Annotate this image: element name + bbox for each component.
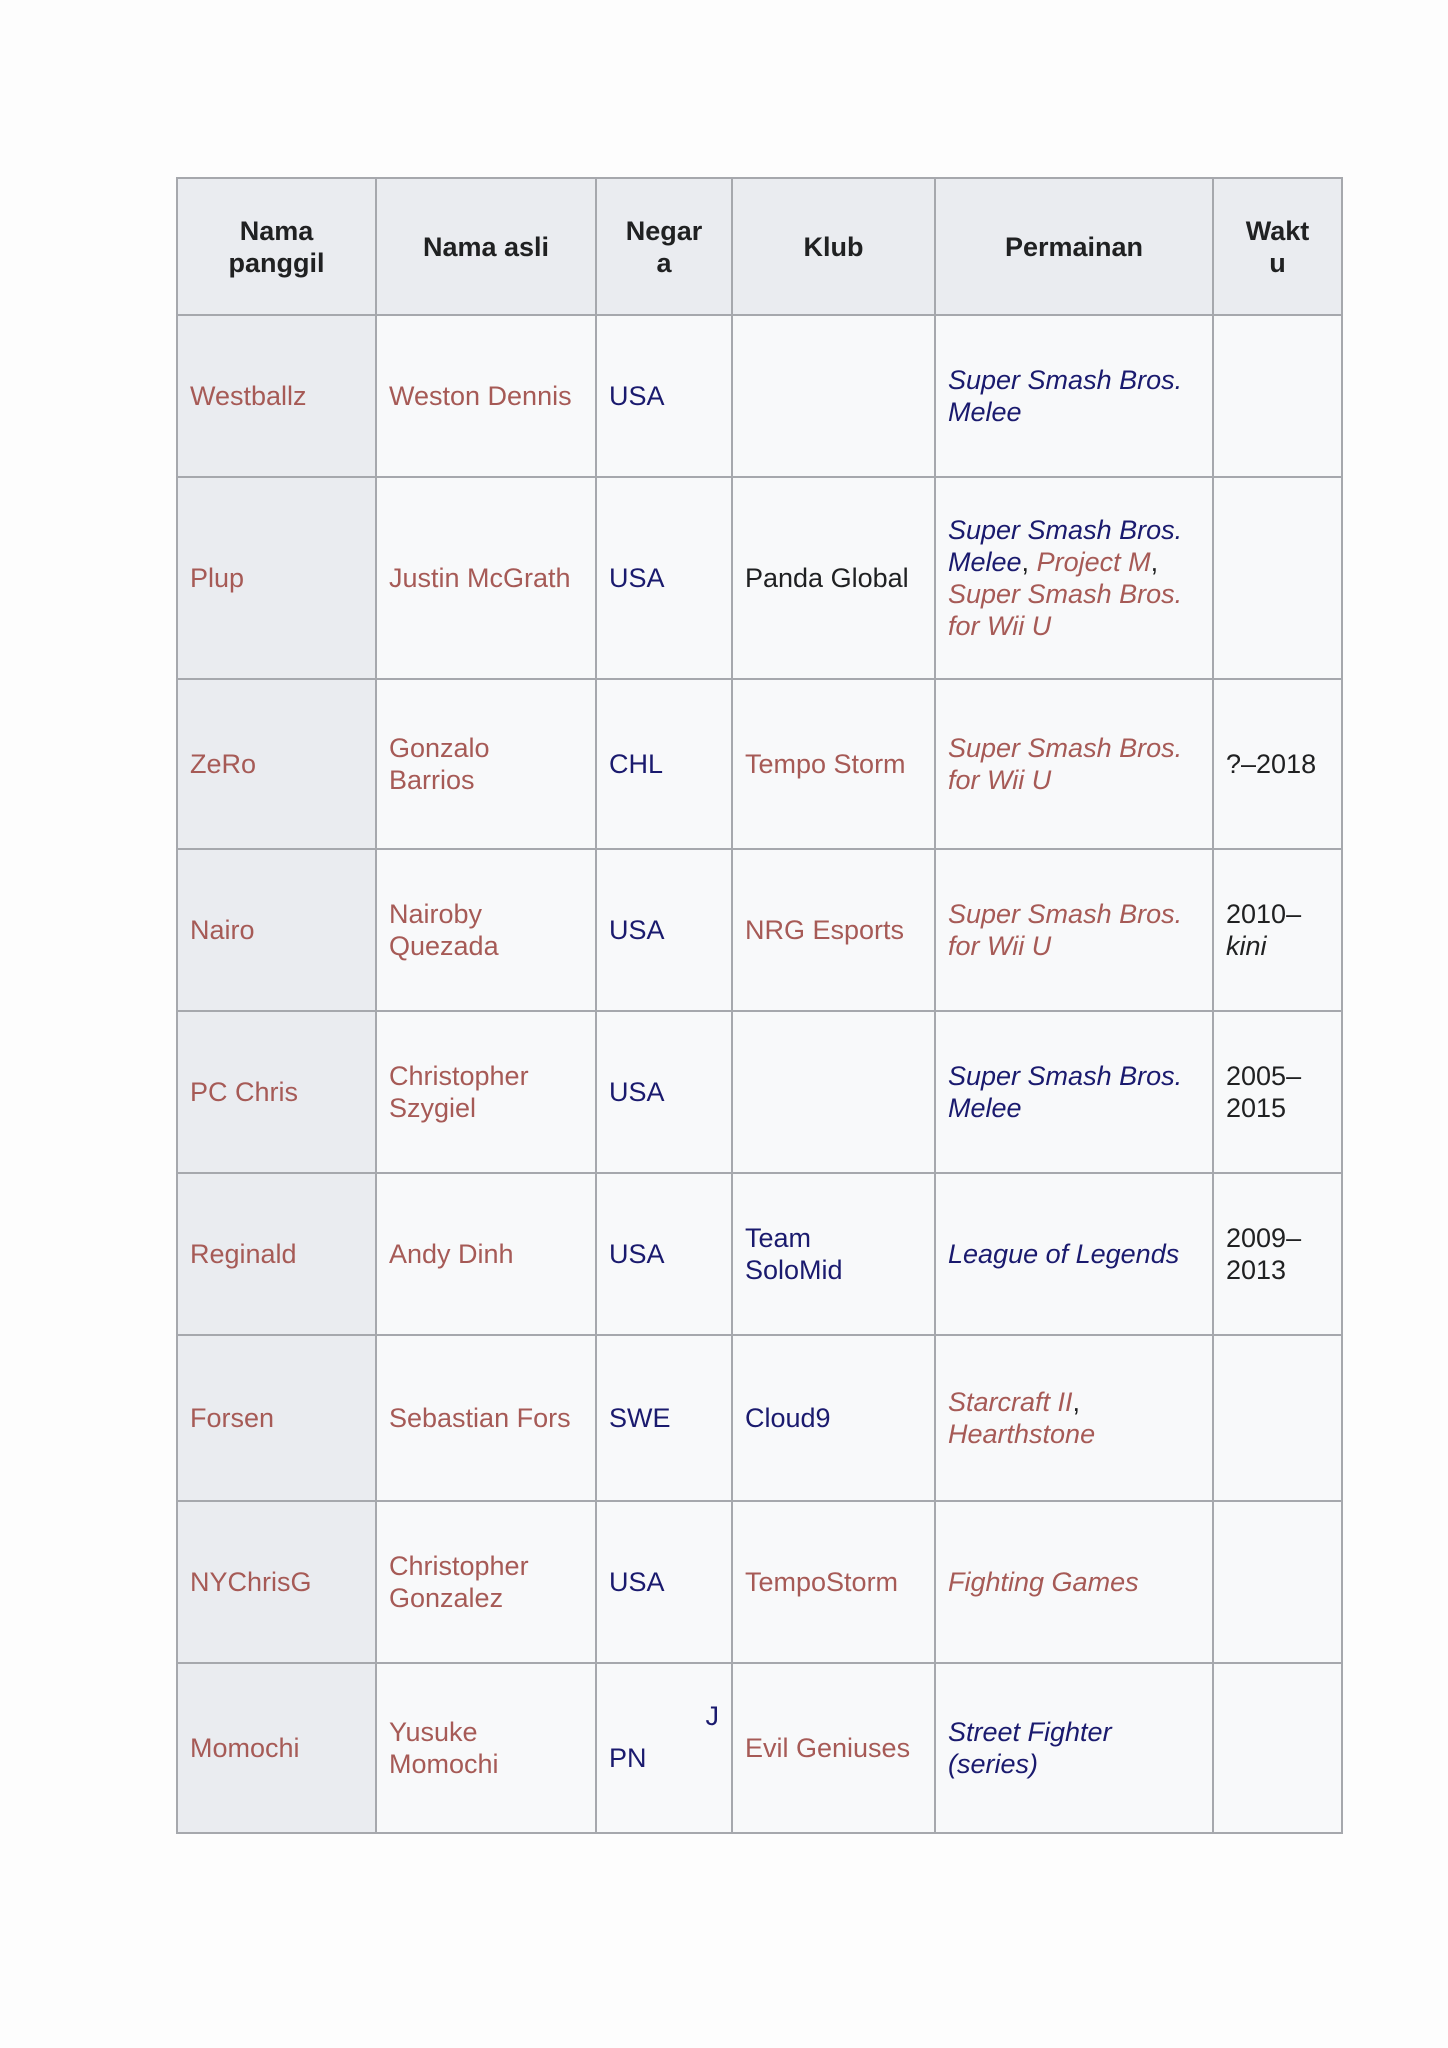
country-link[interactable]: CHL [609,749,664,779]
country-link[interactable]: USA [609,1567,665,1597]
table-row [177,679,1342,849]
real-name-link[interactable]: Justin McGrath [389,563,571,593]
table-row [177,849,1342,1011]
game-link[interactable]: Street Fighter (series) [948,1717,1112,1779]
game-link[interactable]: Project M [1036,547,1151,577]
cell-club [732,1173,935,1335]
game-link[interactable]: Super Smash Bros. for Wii U [948,579,1183,641]
club-link[interactable]: TempoStorm [745,1567,899,1597]
real-name-link[interactable]: Christopher [389,1061,529,1091]
table-row [177,315,1342,477]
players-table [176,177,1343,1834]
table-row [177,1173,1342,1335]
cell-country [596,1335,732,1501]
country-link[interactable]: USA [609,381,665,411]
header-country: Negar a [596,178,732,315]
cell-real-name [376,315,596,477]
cell-real-name [376,1011,596,1173]
real-name-link[interactable]: Sebastian Fors [389,1403,571,1433]
nickname-link[interactable]: Nairo [190,915,255,945]
real-name-link[interactable]: Yusuke [389,1717,478,1747]
cell-country [596,1501,732,1663]
cell-nickname [177,1173,376,1335]
real-name-link[interactable]: Gonzalez [389,1583,504,1613]
game-link[interactable]: Super Smash Bros. Melee [948,515,1183,577]
nickname-link[interactable]: Plup [190,563,245,593]
cell-game [935,1173,1213,1335]
header-club: Klub [732,178,935,315]
cell-time [1213,849,1342,1011]
game-link[interactable]: Super Smash Bros. Melee [948,1061,1183,1123]
nickname-link[interactable]: NYChrisG [190,1567,312,1597]
cell-country [596,1011,732,1173]
cell-club [732,1501,935,1663]
cell-nickname [177,1011,376,1173]
game-separator: , [1150,547,1159,577]
cell-time [1213,1501,1342,1663]
cell-nickname [177,1335,376,1501]
cell-nickname [177,849,376,1011]
real-name-link[interactable]: Weston Dennis [389,381,572,411]
real-name-link[interactable]: Barrios [389,765,475,795]
country-wrap [609,1700,719,1796]
header-time: Wakt u [1213,178,1342,315]
club-link[interactable]: Team [745,1223,812,1253]
country-link[interactable]: USA [609,1077,665,1107]
cell-club [732,1663,935,1833]
cell-real-name [376,1335,596,1501]
nickname-link[interactable]: PC Chris [190,1077,299,1107]
club-link[interactable]: Evil Geniuses [745,1733,911,1763]
cell-game [935,1501,1213,1663]
cell-club [732,679,935,849]
game-link[interactable]: Super Smash Bros. for Wii U [948,733,1183,795]
cell-game [935,315,1213,477]
cell-club [732,1011,935,1173]
country-link[interactable]: SWE [609,1403,671,1433]
time-text: 2015 [1226,1093,1287,1123]
cell-game [935,477,1213,679]
cell-nickname [177,315,376,477]
cell-country [596,679,732,849]
club-link[interactable]: NRG Esports [745,915,905,945]
cell-club [732,477,935,679]
club-link: Panda Global [745,563,909,593]
game-separator: , [1021,547,1037,577]
cell-country [596,1663,732,1833]
cell-real-name [376,1663,596,1833]
real-name-link[interactable]: Andy Dinh [389,1239,514,1269]
cell-real-name [376,477,596,679]
cell-club [732,315,935,477]
cell-time [1213,1663,1342,1833]
nickname-link[interactable]: Reginald [190,1239,297,1269]
cell-nickname [177,477,376,679]
country-link[interactable]: USA [609,563,665,593]
game-link[interactable]: Fighting Games [948,1567,1139,1597]
real-name-link[interactable]: Quezada [389,931,499,961]
header-real-name: Nama asli [376,178,596,315]
cell-real-name [376,679,596,849]
cell-game [935,849,1213,1011]
table-header-row [177,178,1342,315]
cell-game [935,1011,1213,1173]
game-link[interactable]: Hearthstone [948,1419,1096,1449]
cell-nickname [177,1501,376,1663]
cell-time [1213,315,1342,477]
cell-time [1213,1173,1342,1335]
cell-nickname [177,1663,376,1833]
time-text: ?–2018 [1226,749,1317,779]
cell-real-name [376,1501,596,1663]
time-text: 2005– [1226,1061,1302,1091]
cell-time [1213,679,1342,849]
cell-club [732,1335,935,1501]
cell-nickname [177,679,376,849]
cell-game [935,1335,1213,1501]
game-separator: , [1072,1387,1081,1417]
country-link[interactable]: PN [609,1743,647,1773]
nickname-link[interactable]: ZeRo [190,749,257,779]
header-nickname: Nama panggil [177,178,376,315]
cell-game [935,1663,1213,1833]
table-row [177,1335,1342,1501]
time-text: 2009– [1226,1223,1302,1253]
game-link[interactable]: League of Legends [948,1239,1180,1269]
country-link[interactable]: J [705,1701,719,1731]
cell-club [732,849,935,1011]
header-game: Permainan [935,178,1213,315]
game-link[interactable]: Starcraft II [948,1387,1073,1417]
table-row [177,1011,1342,1173]
table-row [177,1663,1342,1833]
cell-country [596,477,732,679]
club-link[interactable]: Cloud9 [745,1403,831,1433]
cell-time [1213,477,1342,679]
nickname-link[interactable]: Momochi [190,1733,300,1763]
cell-country [596,849,732,1011]
time-text-italic: kini [1226,931,1267,961]
time-text: 2013 [1226,1255,1287,1285]
table-row [177,1501,1342,1663]
real-name-link[interactable]: Gonzalo [389,733,490,763]
cell-real-name [376,849,596,1011]
cell-country [596,315,732,477]
cell-country [596,1173,732,1335]
club-link[interactable]: SoloMid [745,1255,843,1285]
nickname-link[interactable]: Forsen [190,1403,275,1433]
cell-real-name [376,1173,596,1335]
game-link[interactable]: Super Smash Bros. for Wii U [948,899,1183,961]
cell-time [1213,1335,1342,1501]
cell-game [935,679,1213,849]
nickname-link[interactable]: Westballz [190,381,307,411]
real-name-link[interactable]: Christopher [389,1551,529,1581]
table-row [177,477,1342,679]
time-text: 2010– [1226,899,1302,929]
cell-time [1213,1011,1342,1173]
country-link[interactable]: USA [609,915,665,945]
real-name-link[interactable]: Szygiel [389,1093,477,1123]
real-name-link[interactable]: Momochi [389,1749,499,1779]
real-name-link[interactable]: Nairoby [389,899,483,929]
country-link[interactable]: USA [609,1239,665,1269]
game-link[interactable]: Super Smash Bros. Melee [948,365,1183,427]
club-link[interactable]: Tempo Storm [745,749,906,779]
